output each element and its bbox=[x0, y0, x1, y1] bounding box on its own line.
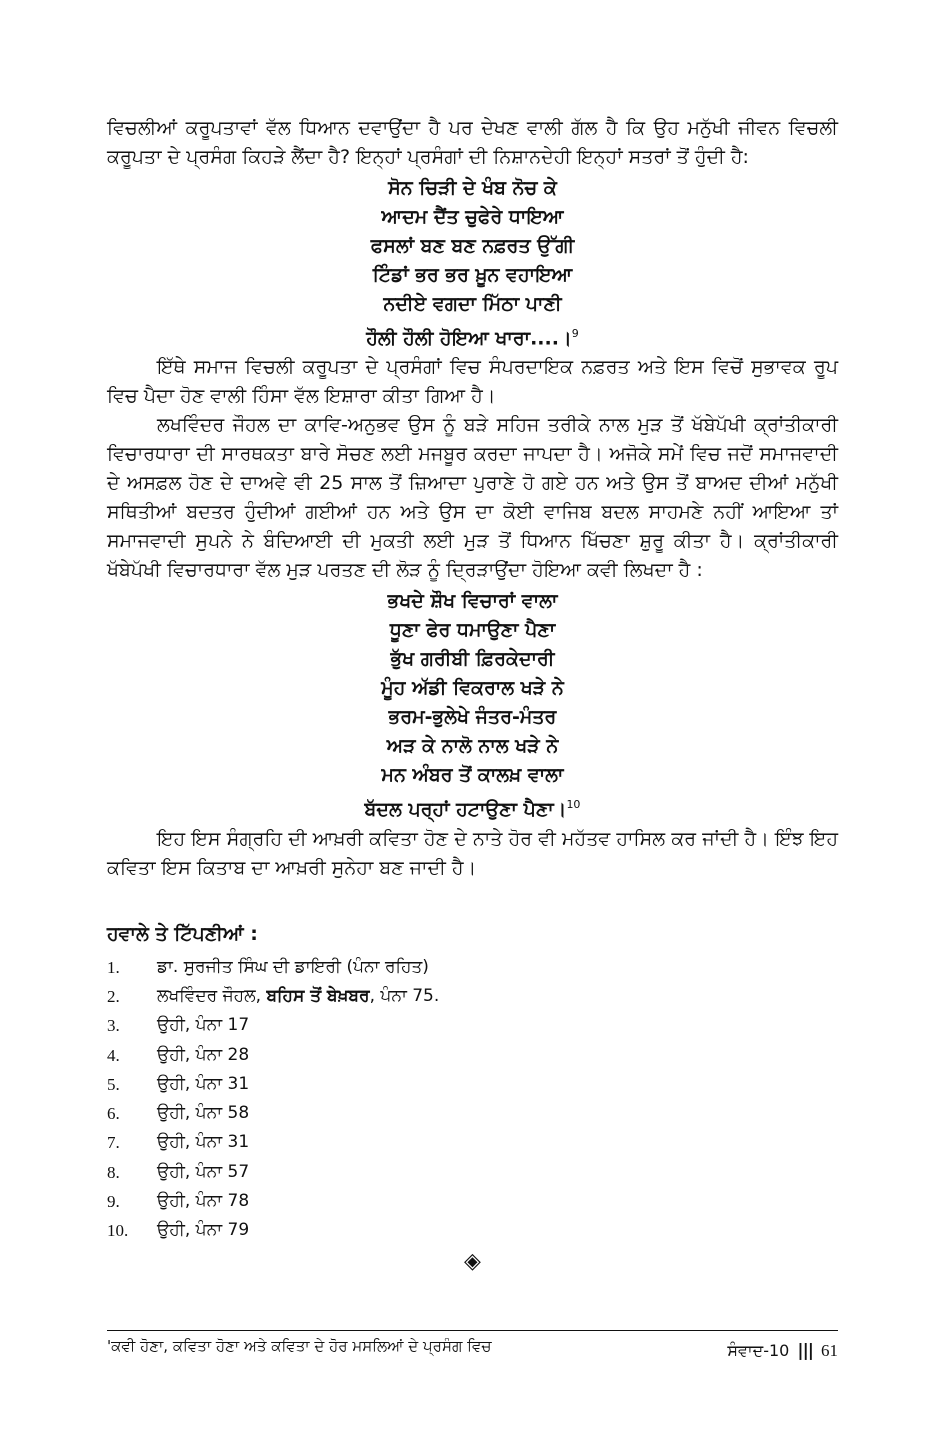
verse-line: ਭਰਮ-ਭੁਲੇਖੇ ਜੰਤਰ-ਮੰਤਰ bbox=[388, 706, 557, 729]
footnote-marker: 9 bbox=[571, 327, 579, 340]
reference-item bbox=[107, 1011, 838, 1040]
reference-item bbox=[107, 953, 838, 982]
verse-block-2 bbox=[107, 587, 838, 824]
reference-item bbox=[107, 1070, 838, 1099]
reference-number: 6. bbox=[107, 1104, 120, 1124]
verse-line: ਮਨ ਅੰਬਰ ਤੋਂ ਕਾਲਖ਼ ਵਾਲਾ bbox=[381, 764, 564, 787]
reference-text: ਉਹੀ, ਪੰਨਾ 79 bbox=[157, 1220, 250, 1241]
reference-text: ਉਹੀ, ਪੰਨਾ 58 bbox=[157, 1103, 250, 1124]
verse-line-last bbox=[107, 319, 838, 353]
verse-line: ਅੜ ਕੇ ਨਾਲੋ ਨਾਲ ਖੜੇ ਨੇ bbox=[386, 735, 559, 758]
reference-number: 3. bbox=[107, 1016, 120, 1036]
end-ornament-icon: ◈ bbox=[464, 1248, 481, 1274]
paragraph-2: ਇੱਥੇ ਸਮਾਜ ਵਿਚਲੀ ਕਰੂਪਤਾ ਦੇ ਪ੍ਰਸੰਗਾਂ ਵਿਚ ਸੰਪਰਦਾਇਕ ਨਫ਼ਰਤ ਅਤੇ ਇਸ ਵਿਚੋਂ ਸੁਭਾਵਕ ਰੂਪ ਵਿਚ ਪੈਦਾ ਹੋਣ ਵਾਲੀ ਹਿੰਸਾ ਵੱਲ ਇਸ਼ਾਰਾ ਕੀਤਾ ਗਿਆ ਹੈ। bbox=[107, 356, 838, 408]
verse-line: ਨਦੀਏ ਵਗਦਾ ਮਿੱਠਾ ਪਾਣੀ bbox=[383, 293, 562, 315]
reference-text: ਉਹੀ, ਪੰਨਾ 28 bbox=[157, 1044, 250, 1065]
reference-item bbox=[107, 1099, 838, 1128]
footer-divider bbox=[107, 1330, 838, 1331]
references-heading: ਹਵਾਲੇ ਤੇ ਟਿੱਪਣੀਆਂ : bbox=[107, 922, 258, 945]
reference-number: 7. bbox=[107, 1133, 120, 1153]
reference-item bbox=[107, 1216, 838, 1245]
reference-text: ਉਹੀ, ਪੰਨਾ 31 bbox=[157, 1073, 250, 1094]
reference-number: 4. bbox=[107, 1045, 120, 1065]
verse-line: ਆਦਮ ਦੈਂਤ ਚੁਫੇਰੇ ਧਾਇਆ bbox=[381, 206, 564, 228]
reference-text: ਡਾ. ਸੁਰਜੀਤ ਸਿੰਘ ਦੀ ਡਾਇਰੀ (ਪੰਨਾ ਰਹਿਤ) bbox=[157, 956, 429, 977]
verse-line: ਸੋਨ ਚਿੜੀ ਦੇ ਖੰਬ ਨੋਚ ਕੇ bbox=[388, 177, 557, 199]
verse-line-last bbox=[107, 790, 838, 824]
paragraph-3: ਲਖਵਿੰਦਰ ਜੌਹਲ ਦਾ ਕਾਵਿ-ਅਨੁਭਵ ਉਸ ਨੂੰ ਬੜੇ ਸਹਿਜ ਤਰੀਕੇ ਨਾਲ ਮੁੜ ਤੋਂ ਖੱਬੇਪੱਖੀ ਕ੍ਰਾਂਤੀਕਾਰੀ ਵਿਚਾਰਧਾਰਾ ਦੀ ਸਾਰਥਕਤਾ ਬਾਰੇ ਸੋਚਣ ਲਈ ਮਜਬੂਰ ਕਰਦਾ ਜਾਪਦਾ ਹੈ। ਅਜੋਕੇ ਸਮੇਂ ਵਿਚ ਜਦੋਂ ਸਮਾਜਵਾਦੀ ਦੇ ਅਸਫ਼ਲ ਹੋਣ ਦੇ ਦਾਅਵੇ ਵੀ 25 ਸਾਲ ਤੋਂ ਜ਼ਿਆਦਾ ਪੁਰਾਣੇ ਹੋ ਗਏ ਹਨ ਅਤੇ ਉਸ ਤੋਂ ਬਾਅਦ ਦੀਆਂ ਮਨੁੱਖੀ ਸਥਿਤੀਆਂ ਬਦਤਰ ਹੁੰਦੀਆਂ ਗਈਆਂ ਹਨ ਅਤੇ ਉਸ ਦਾ ਕੋਈ ਵਾਜਿਬ ਬਦਲ ਸਾਹਮਣੇ ਨਹੀਂ ਆਇਆ ਤਾਂ ਸਮਾਜਵਾਦੀ ਸੁਪਨੇ ਨੇ ਬੰਦਿਆਈ ਦੀ ਮੁਕਤੀ ਲਈ ਮੁੜ ਤੋਂ ਧਿਆਨ ਖਿੱਚਣਾ ਸ਼ੁਰੂ ਕੀਤਾ ਹੈ। ਕ੍ਰਾਂਤੀਕਾਰੀ ਖੱਬੇਪੱਖੀ ਵਿਚਾਰਧਾਰਾ ਵੱਲ ਮੁੜ ਪਰਤਣ ਦੀ ਲੋੜ ਨੂੰ ਦ੍ਰਿੜਾਉਂਦਾ ਹੋਇਆ ਕਵੀ ਲਿਖਦਾ ਹੈ : bbox=[107, 414, 838, 582]
footer-page-info bbox=[727, 1341, 838, 1361]
footer-separator: ||| bbox=[797, 1341, 813, 1361]
intro-paragraph: ਵਿਚਲੀਆਂ ਕਰੂਪਤਾਵਾਂ ਵੱਲ ਧਿਆਨ ਦਵਾਉਂਦਾ ਹੈ ਪਰ ਦੇਖਣ ਵਾਲੀ ਗੱਲ ਹੈ ਕਿ ਉਹ ਮਨੁੱਖੀ ਜੀਵਨ ਵਿਚਲੀ ਕਰੂਪਤਾ ਦੇ ਪ੍ਰਸੰਗ ਕਿਹੜੇ ਲੈਂਦਾ ਹੈ? ਇਨ੍ਹਾਂ ਪ੍ਰਸੰਗਾਂ ਦੀ ਨਿਸ਼ਾਨਦੇਹੀ ਇਨ੍ਹਾਂ ਸਤਰਾਂ ਤੋਂ ਹੁੰਦੀ ਹੈ: bbox=[107, 117, 838, 168]
reference-number: 2. bbox=[107, 986, 120, 1006]
footer-journal: ਸੰਵਾਦ-10 bbox=[727, 1341, 790, 1360]
verse-block-1 bbox=[107, 174, 838, 353]
references-list bbox=[107, 953, 838, 1246]
reference-text: ਉਹੀ, ਪੰਨਾ 78 bbox=[157, 1191, 250, 1212]
verse-line: ਭਖਦੇ ਸ਼ੌਖ ਵਿਚਾਰਾਂ ਵਾਲਾ bbox=[387, 590, 558, 613]
reference-item bbox=[107, 1158, 838, 1187]
paragraph-4: ਇਹ ਇਸ ਸੰਗ੍ਰਹਿ ਦੀ ਆਖ਼ਰੀ ਕਵਿਤਾ ਹੋਣ ਦੇ ਨਾਤੇ ਹੋਰ ਵੀ ਮਹੱਤਵ ਹਾਸਿਲ ਕਰ ਜਾਂਦੀ ਹੈ। ਇੰਝ ਇਹ ਕਵਿਤਾ ਇਸ ਕਿਤਾਬ ਦਾ ਆਖ਼ਰੀ ਸੁਨੇਹਾ ਬਣ ਜਾਦੀ ਹੈ। bbox=[107, 827, 838, 879]
footnote-marker: 10 bbox=[566, 798, 581, 812]
reference-item bbox=[107, 1128, 838, 1157]
reference-number: 9. bbox=[107, 1192, 120, 1212]
verse-line: ਹੌਲੀ ਹੌਲੀ ਹੋਇਆ ਖਾਰਾ....। bbox=[366, 327, 572, 350]
page-body bbox=[107, 114, 838, 1276]
verse-line: ਧੂਣਾ ਫੇਰ ਧਮਾਉਣਾ ਪੈਣਾ bbox=[389, 619, 556, 642]
reference-text: ਉਹੀ, ਪੰਨਾ 31 bbox=[157, 1132, 250, 1153]
verse-line: ਟਿੰਡਾਂ ਭਰ ਭਰ ਖ਼ੂਨ ਵਹਾਇਆ bbox=[372, 264, 573, 286]
reference-number: 1. bbox=[107, 957, 120, 977]
reference-number: 5. bbox=[107, 1074, 120, 1094]
reference-text bbox=[157, 982, 838, 1011]
reference-item bbox=[107, 1041, 838, 1070]
reference-text: ਉਹੀ, ਪੰਨਾ 17 bbox=[157, 1015, 250, 1036]
page-number: 61 bbox=[821, 1341, 838, 1360]
reference-page: , ਪੰਨਾ 75. bbox=[369, 985, 440, 1006]
verse-line: ਭੁੱਖ ਗਰੀਬੀ ਫ਼ਿਰਕੇਦਾਰੀ bbox=[390, 648, 555, 671]
reference-text: ਉਹੀ, ਪੰਨਾ 57 bbox=[157, 1161, 250, 1182]
verse-line: ਬੱਦਲ ਪਰ੍ਹਾਂ ਹਟਾਉਣਾ ਪੈਣਾ। bbox=[364, 798, 567, 821]
reference-item bbox=[107, 982, 838, 1011]
reference-number: 10. bbox=[107, 1221, 129, 1241]
reference-author: ਲਖਵਿੰਦਰ ਜੌਹਲ, bbox=[157, 985, 267, 1006]
verse-line: ਫਸਲਾਂ ਬਣ ਬਣ ਨਫ਼ਰਤ ਉੱਗੀ bbox=[370, 235, 575, 257]
footer-chapter-title: 'ਕਵੀ ਹੋਣਾ, ਕਵਿਤਾ ਹੋਣਾ ਅਤੇ ਕਵਿਤਾ ਦੇ ਹੋਰ ਮਸਲਿਆਂ ਦੇ ਪ੍ਰਸੰਗ ਵਿਚ bbox=[107, 1337, 492, 1355]
reference-item bbox=[107, 1187, 838, 1216]
reference-book-title: ਬਹਿਸ ਤੋਂ ਬੇਖ਼ਬਰ bbox=[266, 985, 370, 1006]
verse-line: ਮੂੰਹ ਅੱਡੀ ਵਿਕਰਾਲ ਖੜੇ ਨੇ bbox=[381, 677, 564, 700]
reference-number: 8. bbox=[107, 1162, 120, 1182]
